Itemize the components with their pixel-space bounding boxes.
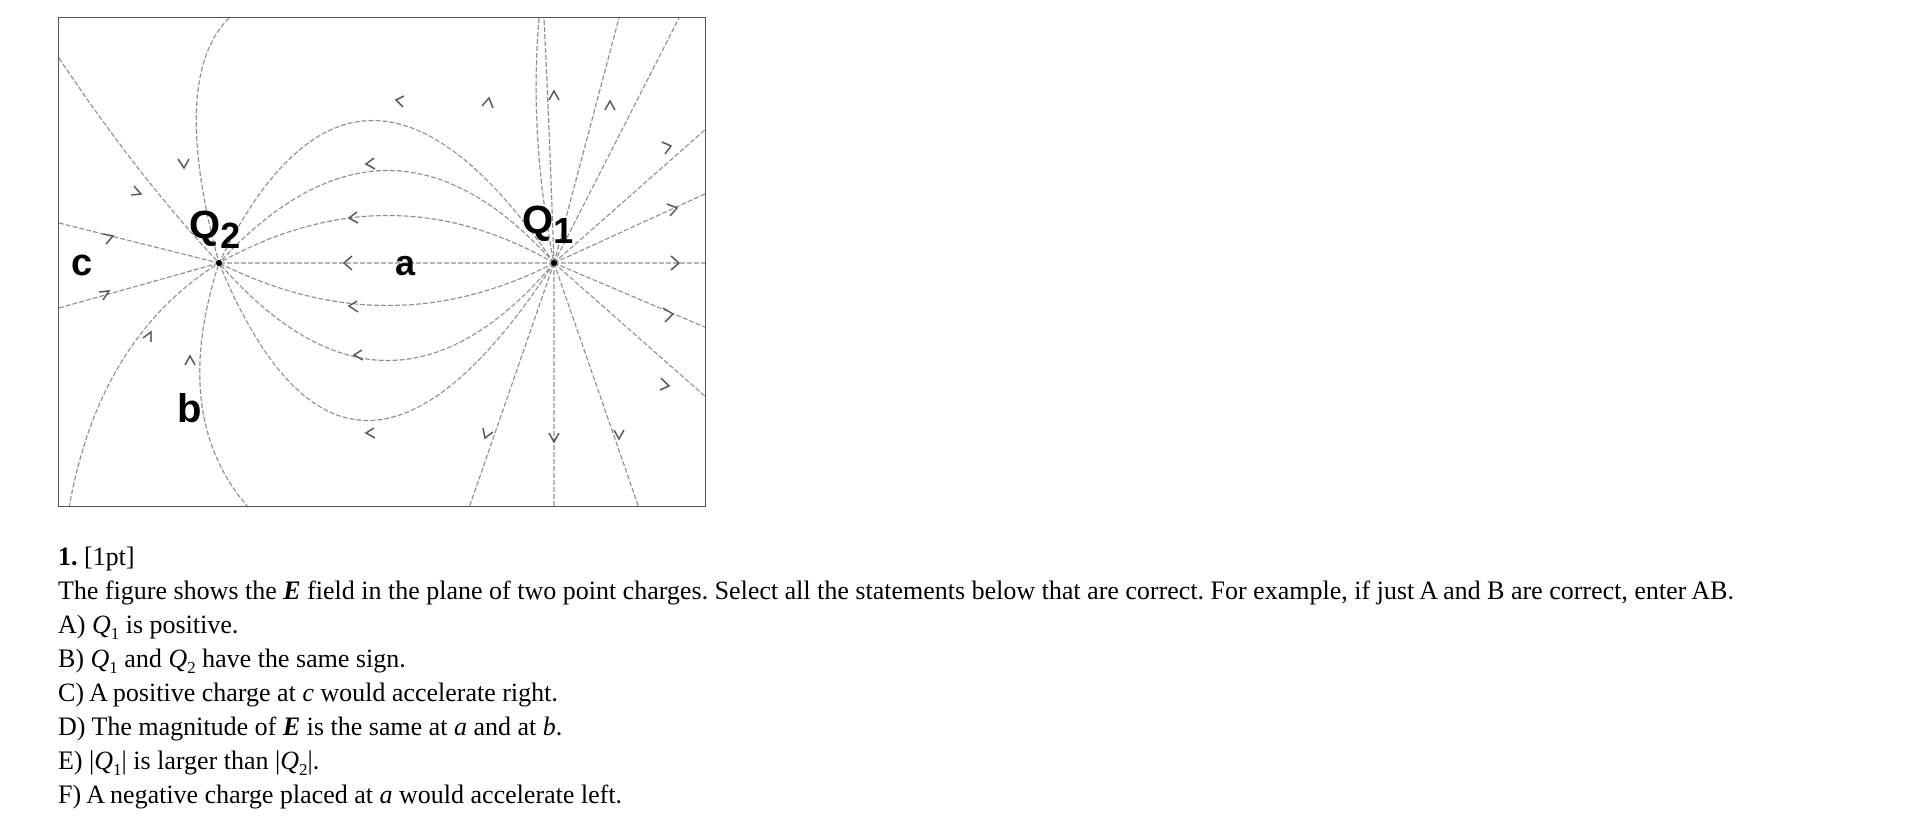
- option-d-var1: a: [453, 712, 467, 741]
- option-b-sub1: 1: [109, 658, 118, 677]
- field-lines: [59, 18, 706, 507]
- point-a-label: a: [395, 242, 416, 283]
- option-e-bar4: |: [307, 746, 313, 775]
- option-a-q: Q: [91, 610, 111, 639]
- option-e-bar1: |: [89, 746, 95, 775]
- option-a-letter: A): [58, 610, 92, 639]
- option-b-sub2: 2: [187, 658, 196, 677]
- option-d-and: and at: [466, 712, 543, 741]
- option-c-letter: C): [58, 678, 90, 707]
- option-a-text: is positive.: [119, 610, 239, 639]
- option-e-post: .: [312, 746, 320, 775]
- option-f-var: a: [379, 780, 393, 809]
- option-d-pre: The magnitude of: [91, 712, 283, 741]
- option-a: [58, 608, 1918, 642]
- option-d: [58, 710, 1918, 744]
- option-b-text: have the same sign.: [195, 644, 406, 673]
- field-lines-diagram: [59, 18, 706, 507]
- option-a-sub: 1: [110, 624, 120, 643]
- option-f-post: would accelerate left.: [392, 780, 623, 809]
- option-e-sub2: 2: [299, 760, 308, 779]
- option-c-post: would accelerate right.: [313, 678, 558, 707]
- option-f-pre: A negative charge placed at: [86, 780, 380, 809]
- question-header: [58, 540, 1918, 574]
- prompt-text-1: The figure shows the: [58, 576, 284, 605]
- option-d-e-symbol: E: [282, 712, 301, 741]
- point-b-label: b: [177, 387, 202, 431]
- option-e-sub1: 1: [113, 760, 122, 779]
- option-e-q1: Q: [94, 746, 114, 775]
- point-c-label: c: [71, 242, 93, 284]
- option-f-letter: F): [58, 780, 87, 809]
- charge-q1-label: Q1: [522, 198, 574, 251]
- option-e-bar2: |: [121, 746, 127, 775]
- option-b-mid: and: [117, 644, 169, 673]
- question-prompt: [58, 574, 1918, 608]
- option-f: [58, 778, 1918, 812]
- option-b-q2: Q: [168, 644, 188, 673]
- option-c-var: c: [302, 678, 314, 707]
- question-block: [58, 540, 1918, 812]
- option-e-mid: is larger than: [126, 746, 276, 775]
- option-d-mid: is the same at: [300, 712, 454, 741]
- option-e: [58, 744, 1918, 778]
- option-b-q1: Q: [90, 644, 110, 673]
- question-points: [1pt]: [84, 542, 135, 571]
- option-d-post: .: [555, 712, 563, 741]
- charge-q2-label: Q2: [189, 203, 241, 256]
- option-e-q2: Q: [280, 746, 300, 775]
- option-e-bar3: |: [275, 746, 281, 775]
- option-c: [58, 676, 1918, 710]
- electric-field-figure: [58, 17, 706, 507]
- option-b-letter: B): [58, 644, 91, 673]
- option-d-var2: b: [542, 712, 556, 741]
- prompt-text-2: field in the plane of two point charges. Select all the statements below that are correct. For example, if just A and B are correct, enter AB.: [300, 576, 1735, 605]
- charge-q2-dot: [216, 260, 222, 266]
- option-d-letter: D): [58, 712, 92, 741]
- option-b: [58, 642, 1918, 676]
- question-number: 1.: [58, 542, 78, 571]
- prompt-e-symbol: E: [283, 576, 301, 605]
- option-e-letter: E): [58, 746, 90, 775]
- option-c-pre: A positive charge at: [89, 678, 303, 707]
- charge-q1-dot: [551, 260, 557, 266]
